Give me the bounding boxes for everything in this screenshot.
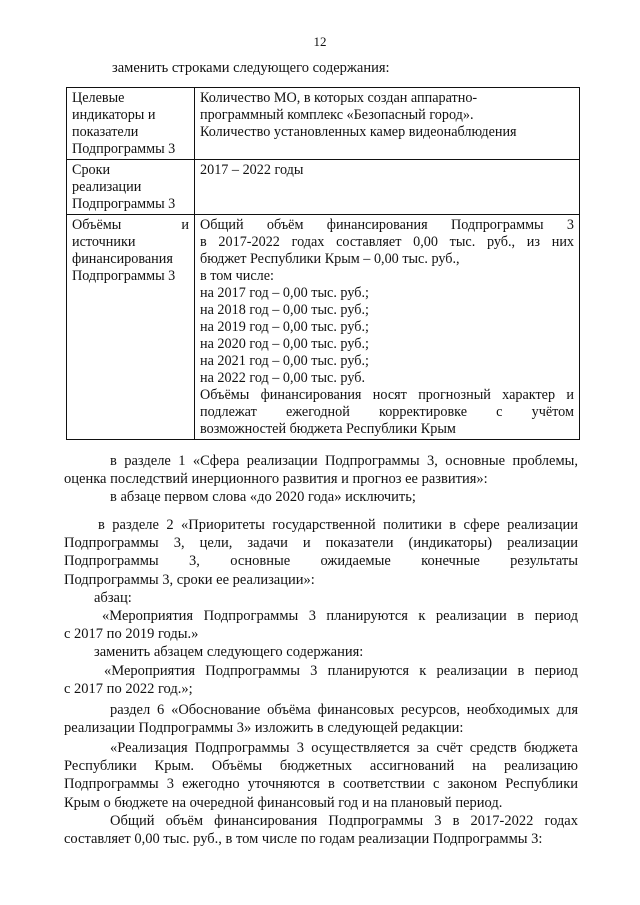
page-number: 12: [313, 34, 327, 49]
value-line: на 2018 год – 0,00 тыс. руб.;: [200, 302, 369, 318]
value-line: возможностей бюджета Республики Крым: [200, 421, 456, 437]
row-value: [195, 88, 580, 160]
text-line: заменить абзацем следующего содержания:: [94, 644, 364, 661]
text-line: «Мероприятия Подпрограммы 3 планируются к реализации в период: [102, 608, 578, 625]
value-line: 2017 – 2022 годы: [200, 162, 304, 178]
label-line: Сроки: [72, 162, 111, 178]
value-line: бюджет Республики Крым – 0,00 тыс. руб.,: [200, 251, 460, 267]
value-line: подлежат ежегодной корректировке с учётом: [200, 404, 574, 420]
text-line: в абзаце первом слова «до 2020 года» исключить;: [110, 489, 416, 506]
text-line: Подпрограммы 3 ежегодно уточняются в соответствии с законом Республики: [64, 776, 578, 793]
value-line: в 2017-2022 годах составляет 0,00 тыс. руб., из них: [200, 234, 574, 250]
value-line: на 2019 год – 0,00 тыс. руб.;: [200, 319, 369, 335]
paragraph-section-1: [64, 452, 578, 507]
passport-table: [66, 87, 580, 440]
value-line: на 2022 год – 0,00 тыс. руб.: [200, 370, 365, 386]
text-line: Общий объём финансирования Подпрограммы 3 в 2017-2022 годах: [110, 812, 578, 829]
text-line: «Реализация Подпрограммы 3 осуществляется за счёт средств бюджета: [110, 740, 578, 756]
value-line: программный комплекс «Безопасный город».: [200, 107, 474, 123]
text-line: Подпрограммы 3, основные ожидаемые конечные результаты: [64, 553, 578, 570]
value-line: Количество установленных камер видеонаблюдения: [200, 124, 517, 140]
label-line: источники: [72, 234, 136, 250]
value-line: на 2020 год – 0,00 тыс. руб.;: [200, 336, 369, 352]
label-line: Целевые: [72, 90, 125, 106]
value-line: на 2017 год – 0,00 тыс. руб.;: [200, 285, 369, 301]
text-line: Подпрограммы 3, цели, задачи и показатели (индикаторы) реализации: [64, 535, 578, 552]
text-line: Крым о бюджете на очередной финансовый год и на плановый период.: [64, 794, 503, 811]
text-line: Подпрограммы 3, сроки ее реализации»:: [64, 571, 315, 588]
value-line: на 2021 год – 0,00 тыс. руб.;: [200, 353, 369, 369]
text-line: Республики Крым. Объёмы бюджетных ассигнований на реализацию: [64, 758, 578, 775]
text-line: в разделе 1 «Сфера реализации Подпрограммы 3, основные проблемы,: [110, 453, 578, 469]
label-line: Подпрограммы 3: [72, 141, 176, 157]
text-line: реализации Подпрограммы 3» изложить в следующей редакции:: [64, 720, 464, 737]
intro-line: заменить строками следующего содержания:: [112, 60, 390, 76]
row-label: [67, 215, 195, 440]
text-line: в разделе 2 «Приоритеты государственной политики в сфере реализации: [98, 517, 578, 533]
row-label: [67, 160, 195, 215]
value-line: Количество МО, в которых создан аппаратно-: [200, 90, 478, 106]
text-line: с 2017 по 2022 год.»;: [64, 680, 193, 697]
table-row: [67, 160, 580, 215]
text-line: составляет 0,00 тыс. руб., в том числе по годам реализации Подпрограммы 3:: [64, 831, 543, 848]
text-line: с 2017 по 2019 годы.»: [64, 626, 199, 643]
label-line: Подпрограммы 3: [72, 196, 176, 212]
label-line: Подпрограммы 3: [72, 268, 176, 284]
label-line: показатели: [72, 124, 139, 140]
label-line: финансирования: [72, 251, 173, 267]
row-value: [195, 215, 580, 440]
text-line: оценка последствий инерционного развития и прогноз ее развития»:: [64, 471, 488, 488]
paragraph-quote: [64, 739, 578, 848]
paragraph-section-6: [64, 701, 578, 737]
row-label: [67, 88, 195, 160]
label-line: реализации: [72, 179, 142, 195]
text-line: абзац:: [94, 589, 132, 606]
value-line: в том числе:: [200, 268, 274, 284]
label-line: индикаторы и: [72, 107, 156, 123]
value-line: Общий объём финансирования Подпрограммы 3: [200, 217, 574, 233]
label-line: Объёмы и: [72, 217, 189, 233]
value-line: Объёмы финансирования носят прогнозный характер и: [200, 387, 574, 403]
text-line: раздел 6 «Обоснование объёма финансовых ресурсов, необходимых для: [110, 702, 578, 718]
paragraph-section-2: [64, 516, 578, 698]
row-value: [195, 160, 580, 215]
table-row: [67, 215, 580, 440]
table-row: [67, 88, 580, 160]
text-line: «Мероприятия Подпрограммы 3 планируются к реализации в период: [104, 662, 578, 679]
